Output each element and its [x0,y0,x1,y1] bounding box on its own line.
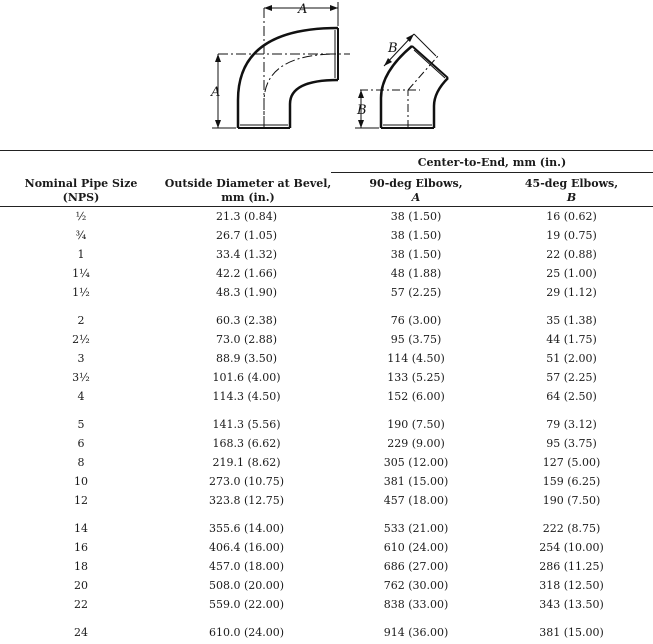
nps-cell: 24 [74,626,88,639]
elbow-90-cell: 152 (6.00) [387,390,445,403]
table-row [0,207,653,226]
elbow-90-column-header [331,177,501,205]
dimension-a-left-label: A [211,85,221,100]
group-header-rule [331,172,653,173]
od-cell: 114.3 (4.50) [212,390,281,403]
elbow-90-drawing [212,2,350,128]
nps-cell: 8 [77,456,85,469]
od-cell: 48.3 (1.90) [215,286,278,299]
nps-cell: ¾ [75,229,87,242]
elbow-45-cell: 19 (0.75) [546,229,597,242]
elbow-90-cell: 57 (2.25) [390,286,442,299]
od-cell: 60.3 (2.38) [215,314,278,327]
table-row [0,453,653,472]
elbow-90-cell: 76 (3.00) [390,314,442,327]
od-cell: 73.0 (2.88) [215,333,278,346]
od-cell: 323.8 (12.75) [208,494,285,507]
table-row [0,283,653,302]
nps-cell: 6 [77,437,85,450]
elbow-90-cell: 686 (27.00) [383,560,449,573]
elbow-90-cell: 38 (1.50) [390,229,442,242]
elbow-figure [0,0,653,150]
table-row [0,245,653,264]
table-row [0,330,653,349]
elbow-45-cell: 318 (12.50) [539,579,604,592]
elbow-90-cell: 38 (1.50) [390,210,442,223]
elbow-45-cell: 222 (8.75) [542,522,601,535]
table-row [0,368,653,387]
od-cell: 33.4 (1.32) [215,248,278,261]
od-column-header [160,177,336,205]
elbow-45-cell: 44 (1.75) [546,333,597,346]
elbow-45-cell: 25 (1.00) [546,267,597,280]
nps-cell: 12 [74,494,88,507]
nps-cell: 10 [74,475,88,488]
elbow-90-cell: 190 (7.50) [387,418,445,431]
nps-cell: 20 [74,579,88,592]
dimension-b-left-label: B [357,103,367,118]
elbow-45-cell: 127 (5.00) [542,456,601,469]
table-row [0,387,653,406]
table-row [0,595,653,614]
elbow-45-cell: 57 (2.25) [546,371,597,384]
elbow-90-cell: 533 (21.00) [383,522,449,535]
table-row [0,434,653,453]
od-cell: 88.9 (3.50) [215,352,278,365]
nps-cell: 1½ [72,286,90,299]
table-row [0,519,653,538]
elbow-45-drawing [355,34,448,128]
elbow-90-cell: 48 (1.88) [390,267,442,280]
nps-cell: 22 [74,598,88,611]
table-row [0,311,653,330]
elbow-45-cell: 381 (15.00) [539,626,604,639]
od-cell: 273.0 (10.75) [208,475,285,488]
elbow-45-cell: 79 (3.12) [546,418,597,431]
nps-cell: 5 [77,418,85,431]
elbow-45-cell: 95 (3.75) [546,437,597,450]
nps-cell: 3 [77,352,85,365]
nps-cell: 2 [77,314,85,327]
dimension-a-top-label: A [298,2,308,17]
od-cell: 101.6 (4.00) [212,371,281,384]
elbow-90-header-line1: 90-deg Elbows, [369,177,463,190]
od-cell: 406.4 (16.00) [208,541,285,554]
elbow-45-header-line2: B [566,191,577,204]
elbow-90-cell: 838 (33.00) [383,598,449,611]
elbow-45-cell: 16 (0.62) [546,210,597,223]
nps-cell: 16 [74,541,88,554]
dimension-b-angled-label: B [388,41,398,56]
elbow-diagram [0,0,653,150]
table-row [0,226,653,245]
od-cell: 42.2 (1.66) [215,267,278,280]
od-cell: 219.1 (8.62) [212,456,281,469]
nps-cell: 18 [74,560,88,573]
od-cell: 355.6 (14.00) [208,522,285,535]
elbow-90-cell: 229 (9.00) [387,437,445,450]
table-row [0,349,653,368]
elbow-45-cell: 29 (1.12) [546,286,597,299]
nps-cell: 1¼ [72,267,90,280]
elbow-90-cell: 762 (30.00) [383,579,449,592]
elbow-90-cell: 457 (18.00) [383,494,449,507]
table-row [0,538,653,557]
elbow-90-cell: 133 (5.25) [387,371,445,384]
od-cell: 168.3 (6.62) [212,437,281,450]
od-cell: 141.3 (5.56) [212,418,281,431]
table-row [0,491,653,510]
nps-cell: 1 [77,248,85,261]
elbow-45-cell: 35 (1.38) [546,314,597,327]
nps-cell: ½ [75,210,87,223]
elbow-90-cell: 914 (36.00) [383,626,449,639]
nps-cell: 14 [74,522,88,535]
elbow-45-cell: 64 (2.50) [546,390,597,403]
table-row [0,557,653,576]
elbow-90-cell: 95 (3.75) [390,333,442,346]
elbow-45-cell: 286 (11.25) [539,560,604,573]
nps-cell: 2½ [72,333,90,346]
elbow-45-cell: 22 (0.88) [546,248,597,261]
od-cell: 508.0 (20.00) [208,579,285,592]
nps-header-line1: Nominal Pipe Size [24,177,138,190]
elbow-45-header-line1: 45-deg Elbows, [524,177,619,190]
elbow-90-cell: 381 (15.00) [383,475,449,488]
elbow-90-header-line2: A [411,191,421,204]
elbow-90-cell: 38 (1.50) [390,248,442,261]
table-row [0,472,653,491]
nps-column-header [0,177,162,205]
table-row [0,415,653,434]
elbow-45-column-header [490,177,653,205]
od-header-line1: Outside Diameter at Bevel, [164,177,332,190]
nps-cell: 4 [77,390,85,403]
table-row [0,576,653,595]
elbow-45-cell: 51 (2.00) [546,352,597,365]
table-row [0,623,653,642]
od-cell: 610.0 (24.00) [208,626,285,639]
elbow-90-cell: 610 (24.00) [383,541,449,554]
elbow-45-cell: 159 (6.25) [542,475,601,488]
od-header-line2: mm (in.) [221,191,275,204]
table-top-rule [0,150,653,151]
elbow-90-cell: 114 (4.50) [387,352,445,365]
center-to-end-header: Center-to-End, mm (in.) [417,156,567,169]
nps-cell: 3½ [72,371,90,384]
od-cell: 21.3 (0.84) [215,210,278,223]
od-cell: 26.7 (1.05) [215,229,278,242]
elbow-45-cell: 254 (10.00) [539,541,604,554]
elbow-90-cell: 305 (12.00) [383,456,449,469]
nps-header-line2: (NPS) [62,191,100,204]
od-cell: 457.0 (18.00) [208,560,285,573]
od-cell: 559.0 (22.00) [208,598,285,611]
elbow-45-cell: 190 (7.50) [542,494,601,507]
table-row [0,264,653,283]
elbow-45-cell: 343 (13.50) [539,598,604,611]
